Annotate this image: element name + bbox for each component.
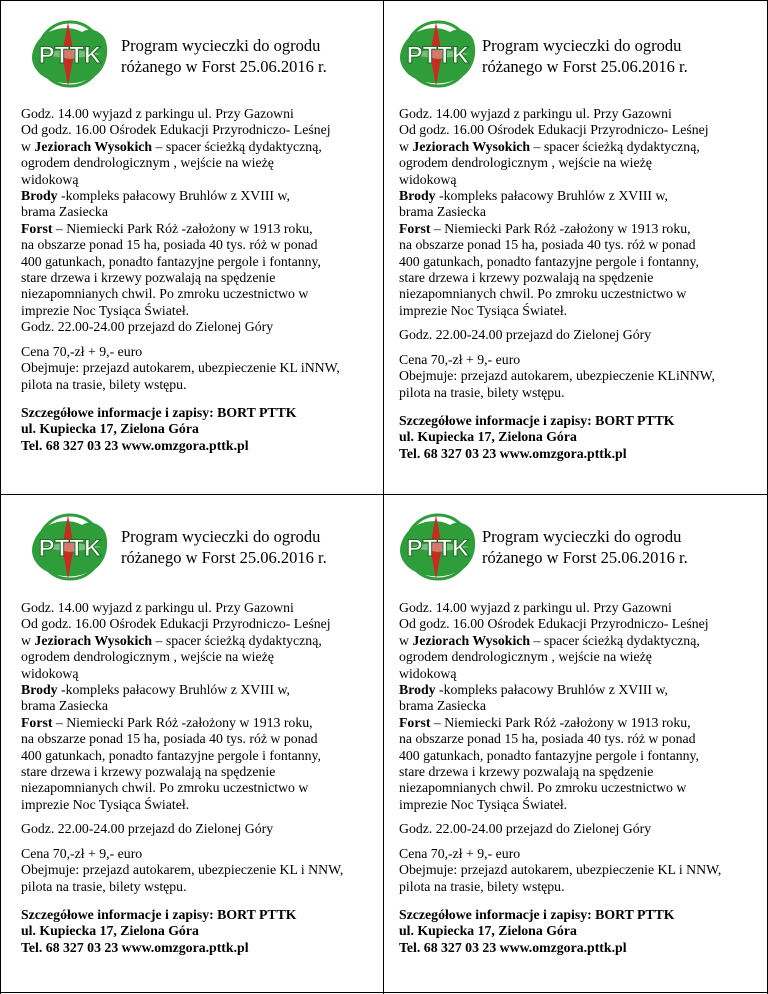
price-line: Cena 70,-zł + 9,- euro xyxy=(399,351,521,367)
departure-line: Godz. 14.00 wyjazd z parkingu ul. Przy Gazowni xyxy=(21,600,294,615)
contact-phone-web: Tel. 68 327 03 23 www.omzgora.pttk.pl xyxy=(399,445,627,461)
contact-line-1: Szczegółowe informacje i zapisy: BORT PTTK xyxy=(399,906,675,922)
trees-line: stare drzewa i krzewy pozwalają na spędzenie xyxy=(21,270,276,286)
title-line-1: Program wycieczki do ogrodu xyxy=(121,36,321,55)
widok-line: widokową xyxy=(21,171,79,187)
contact-address: ul. Kupiecka 17, Zielona Góra xyxy=(399,429,577,445)
includes-line-1: Obejmuje: przejazd autokarem, ubezpieczenie KL iNNW, xyxy=(21,360,340,376)
brody-line: Brody -kompleks pałacowy Bruhlów z XVIII w, xyxy=(399,682,668,698)
moments-line: niezapomnianych chwil. Po zmroku uczestnictwo w xyxy=(399,286,687,302)
flyer-body xyxy=(21,600,343,956)
contact-address: ul. Kupiecka 17, Zielona Góra xyxy=(21,923,199,939)
brama-line: brama Zasiecka xyxy=(21,204,108,220)
brody-line: Brody -kompleks pałacowy Bruhlów z XVIII w, xyxy=(399,188,668,204)
dendro-line: ogrodem dendrologicznym , wejście na wieżę xyxy=(399,649,652,665)
return-line: Godz. 22.00-24.00 przejazd do Zielonej Góry xyxy=(399,821,652,837)
flyer-title xyxy=(482,526,688,568)
area-line: na obszarze ponad 15 ha, posiada 40 tys. róż w ponad xyxy=(21,731,318,747)
flyer-title xyxy=(121,526,327,568)
contact-phone-web: Tel. 68 327 03 23 www.omzgora.pttk.pl xyxy=(21,437,249,453)
moments-line: niezapomnianych chwil. Po zmroku uczestnictwo w xyxy=(21,780,309,796)
departure-line: Godz. 14.00 wyjazd z parkingu ul. Przy Gazowni xyxy=(399,600,672,615)
jeziora-line: w Jeziorach Wysokich – spacer ścieżką dydaktyczną, xyxy=(399,632,700,648)
flyer-panel-bottom-right xyxy=(384,495,768,993)
includes-line-1: Obejmuje: przejazd autokarem, ubezpieczenie KL i NNW, xyxy=(399,862,722,878)
forst-line: Forst – Niemiecki Park Róż -założony w 1913 roku, xyxy=(21,714,313,730)
price-line: Cena 70,-zł + 9,- euro xyxy=(21,343,143,359)
pttk-logo-icon xyxy=(28,18,112,90)
pttk-logo-icon xyxy=(396,18,480,90)
species-line: 400 gatunkach, ponadto fantazyjne pergole i fontanny, xyxy=(21,747,321,763)
area-line: na obszarze ponad 15 ha, posiada 40 tys. róż w ponad xyxy=(399,237,696,253)
dendro-line: ogrodem dendrologicznym , wejście na wieżę xyxy=(399,155,652,171)
center-line: Od godz. 16.00 Ośrodek Edukacji Przyrodniczo- Leśnej xyxy=(399,122,709,138)
contact-phone-web: Tel. 68 327 03 23 www.omzgora.pttk.pl xyxy=(399,939,627,955)
title-line-2: różanego w Forst 25.06.2016 r. xyxy=(482,57,688,76)
includes-line-1: Obejmuje: przejazd autokarem, ubezpieczenie KLiNNW, xyxy=(399,368,715,384)
contact-line-1: Szczegółowe informacje i zapisy: BORT PTTK xyxy=(399,412,675,428)
title-line-1: Program wycieczki do ogrodu xyxy=(121,527,321,546)
departure-line: Godz. 14.00 wyjazd z parkingu ul. Przy Gazowni xyxy=(399,106,672,121)
center-line: Od godz. 16.00 Ośrodek Edukacji Przyrodniczo- Leśnej xyxy=(21,122,331,138)
area-line: na obszarze ponad 15 ha, posiada 40 tys. róż w ponad xyxy=(21,237,318,253)
center-line: Od godz. 16.00 Ośrodek Edukacji Przyrodniczo- Leśnej xyxy=(399,616,709,632)
moments-line: niezapomnianych chwil. Po zmroku uczestnictwo w xyxy=(399,780,687,796)
jeziora-line: w Jeziorach Wysokich – spacer ścieżką dydaktyczną, xyxy=(21,138,322,154)
includes-line-2: pilota na trasie, bilety wstępu. xyxy=(399,878,565,894)
forst-line: Forst – Niemiecki Park Róż -założony w 1913 roku, xyxy=(21,220,313,236)
price-line: Cena 70,-zł + 9,- euro xyxy=(21,845,143,861)
title-line-1: Program wycieczki do ogrodu xyxy=(482,36,682,55)
logo-text: PTTK xyxy=(406,535,470,562)
flyer-title xyxy=(121,35,327,77)
return-line: Godz. 22.00-24.00 przejazd do Zielonej Góry xyxy=(21,821,274,837)
departure-line: Godz. 14.00 wyjazd z parkingu ul. Przy Gazowni xyxy=(21,106,294,121)
title-line-2: różanego w Forst 25.06.2016 r. xyxy=(482,548,688,567)
night-event-line: imprezie Noc Tysiąca Świateł. xyxy=(399,796,568,812)
flyer-body xyxy=(399,600,721,956)
title-line-2: różanego w Forst 25.06.2016 r. xyxy=(121,57,327,76)
forst-line: Forst – Niemiecki Park Róż -założony w 1913 roku, xyxy=(399,220,691,236)
pttk-logo-icon xyxy=(396,511,480,583)
night-event-line: imprezie Noc Tysiąca Świateł. xyxy=(21,302,190,318)
night-event-line: imprezie Noc Tysiąca Świateł. xyxy=(21,796,190,812)
trees-line: stare drzewa i krzewy pozwalają na spędzenie xyxy=(399,270,654,286)
brama-line: brama Zasiecka xyxy=(399,698,486,714)
return-line: Godz. 22.00-24.00 przejazd do Zielonej Góry xyxy=(399,327,652,343)
contact-line-1: Szczegółowe informacje i zapisy: BORT PTTK xyxy=(21,906,297,922)
flyer-body xyxy=(399,106,715,462)
logo-text: PTTK xyxy=(38,42,102,69)
price-line: Cena 70,-zł + 9,- euro xyxy=(399,845,521,861)
contact-address: ul. Kupiecka 17, Zielona Góra xyxy=(21,421,199,437)
brody-line: Brody -kompleks pałacowy Bruhlów z XVIII w, xyxy=(21,188,290,204)
trees-line: stare drzewa i krzewy pozwalają na spędzenie xyxy=(399,764,654,780)
species-line: 400 gatunkach, ponadto fantazyjne pergole i fontanny, xyxy=(21,253,321,269)
includes-line-2: pilota na trasie, bilety wstępu. xyxy=(21,376,187,392)
logo-text: PTTK xyxy=(406,42,470,69)
trees-line: stare drzewa i krzewy pozwalają na spędzenie xyxy=(21,764,276,780)
includes-line-2: pilota na trasie, bilety wstępu. xyxy=(21,878,187,894)
jeziora-line: w Jeziorach Wysokich – spacer ścieżką dydaktyczną, xyxy=(399,138,700,154)
flyer-body xyxy=(21,106,340,454)
brama-line: brama Zasiecka xyxy=(21,698,108,714)
flyer-panel-top-left xyxy=(0,0,383,494)
brody-line: Brody -kompleks pałacowy Bruhlów z XVIII w, xyxy=(21,682,290,698)
species-line: 400 gatunkach, ponadto fantazyjne pergole i fontanny, xyxy=(399,253,699,269)
center-line: Od godz. 16.00 Ośrodek Edukacji Przyrodniczo- Leśnej xyxy=(21,616,331,632)
flyer-panel-top-right xyxy=(384,0,768,494)
dendro-line: ogrodem dendrologicznym , wejście na wieżę xyxy=(21,155,274,171)
area-line: na obszarze ponad 15 ha, posiada 40 tys. róż w ponad xyxy=(399,731,696,747)
flyer-title xyxy=(482,35,688,77)
night-event-line: imprezie Noc Tysiąca Świateł. xyxy=(399,302,568,318)
forst-line: Forst – Niemiecki Park Róż -założony w 1913 roku, xyxy=(399,714,691,730)
jeziora-line: w Jeziorach Wysokich – spacer ścieżką dydaktyczną, xyxy=(21,632,322,648)
contact-line-1: Szczegółowe informacje i zapisy: BORT PTTK xyxy=(21,404,297,420)
includes-line-1: Obejmuje: przejazd autokarem, ubezpieczenie KL i NNW, xyxy=(21,862,344,878)
widok-line: widokową xyxy=(399,171,457,187)
moments-line: niezapomnianych chwil. Po zmroku uczestnictwo w xyxy=(21,286,309,302)
title-line-2: różanego w Forst 25.06.2016 r. xyxy=(121,548,327,567)
flyer-panel-bottom-left xyxy=(0,495,383,993)
logo-text: PTTK xyxy=(38,535,102,562)
dendro-line: ogrodem dendrologicznym , wejście na wieżę xyxy=(21,649,274,665)
contact-address: ul. Kupiecka 17, Zielona Góra xyxy=(399,923,577,939)
brama-line: brama Zasiecka xyxy=(399,204,486,220)
widok-line: widokową xyxy=(21,665,79,681)
contact-phone-web: Tel. 68 327 03 23 www.omzgora.pttk.pl xyxy=(21,939,249,955)
includes-line-2: pilota na trasie, bilety wstępu. xyxy=(399,384,565,400)
species-line: 400 gatunkach, ponadto fantazyjne pergole i fontanny, xyxy=(399,747,699,763)
title-line-1: Program wycieczki do ogrodu xyxy=(482,527,682,546)
return-line: Godz. 22.00-24.00 przejazd do Zielonej Góry xyxy=(21,319,274,335)
widok-line: widokową xyxy=(399,665,457,681)
pttk-logo-icon xyxy=(28,511,112,583)
